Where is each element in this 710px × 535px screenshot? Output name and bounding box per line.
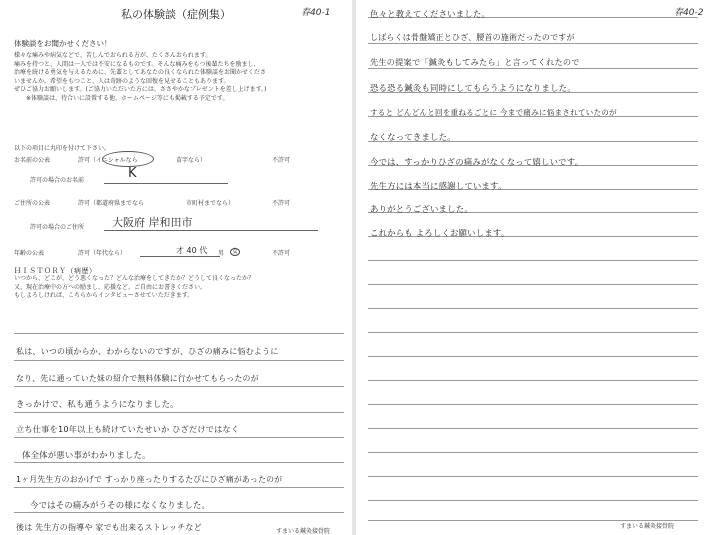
name-allow-surname-option[interactable]: 苗字なら） (176, 157, 207, 164)
handwritten-line: 先生の提案で「鍼灸もしてみたら」と言ってくれたので (370, 57, 580, 67)
handwritten-line: 後は 先生方の指導や 家でも出来るストレッチなど (16, 523, 202, 532)
name-sub-label: 許可の場合のお名前 (30, 177, 85, 184)
age-allow-option[interactable]: 許可（年代なら） (78, 250, 127, 257)
handwritten-line: なくなってきました。 (370, 132, 456, 142)
gender-female-circled: 女 (232, 248, 239, 255)
page-number: 春40-2 (674, 8, 704, 18)
intro-note: ※体験談は、待合いに設置する他、ホームページ等にも掲載する予定です。 (26, 94, 229, 102)
name-deny-option[interactable]: 不許可 (272, 157, 291, 164)
age-value: 才 40 代 (176, 246, 208, 255)
handwritten-line: しばらくは骨盤矯正とひざ、腰首の施術だったのですが (370, 33, 575, 42)
history-line: いつから、どこが、どう悪くなった？どんな治療をしてきたか？どうして良くなったか？ (14, 275, 255, 282)
handwritten-line: 今ではその痛みがうその様になくなりました。 (30, 500, 211, 510)
name-value: K (128, 166, 137, 181)
ruled-line (368, 308, 698, 309)
intro-line: いませんか。希望をもつこと、人は奇跡のような回復を見せることもあります。 (14, 77, 230, 85)
ruled-line (368, 500, 698, 501)
history-line: 又、現在治療中の方への励まし、応援など、ご自由にお書きください。 (14, 283, 207, 291)
history-heading: ＨＩＳＴＯＲＹ（病歴） (14, 267, 97, 275)
handwritten-line: 1ヶ月先生方のおかげで すっかり座ったりするたびにひざ痛があったのが (16, 475, 283, 484)
address-deny-option[interactable]: 不許可 (272, 200, 291, 207)
clinic-name: すまいる鍼灸接骨院 (276, 528, 331, 535)
history-line: もしよろしければ、こちらからインタビューさせていただきます。 (14, 292, 194, 300)
handwritten-line: 体全体が悪い事がわかりました。 (22, 450, 151, 460)
clinic-name: すまいる鍼灸接骨院 (620, 523, 675, 530)
ruled-line (368, 356, 698, 357)
name-disclosure-label: お名前の公表 (14, 157, 51, 164)
handwritten-line: 恐る恐る鍼灸も同時にしてもらうようになりました。 (370, 83, 576, 93)
age-deny-option[interactable]: 不許可 (272, 250, 291, 257)
ruled-line (368, 260, 698, 261)
page-number: 春40-1 (301, 8, 331, 18)
handwritten-line: 色々と教えてくださいました。 (370, 9, 491, 19)
handwritten-line: 先生方には本当に感謝しています。 (370, 181, 507, 191)
checklist-intro: 以下の項目に丸印を付けて下さい。 (14, 145, 111, 152)
handwritten-line: 立ち仕事を10年以上も続けていたせいか ひざだけではなく (16, 424, 240, 434)
age-disclosure-label: 年齢の公表 (14, 250, 45, 257)
handwritten-line: これからも よろしくお願いします。 (370, 228, 510, 238)
ruled-line (368, 380, 698, 381)
ruled-line (368, 476, 698, 477)
page-title: 私の体験談（症例集） (121, 8, 231, 21)
handwritten-line: すると どんどんと回を重ねるごとに 今まで痛みに悩まされていたのが (370, 108, 617, 117)
handwritten-line: なり、先に通っていた妹の紹介で無料体験に行かせてもらったのが (16, 374, 259, 383)
ruled-line (368, 332, 698, 333)
intro-line: 痛みを持つと、人間は一人では不安になるものです。そんな痛みをもつ後輩たちを励まし、 (14, 60, 260, 68)
handwritten-line: ありがとうございました。 (370, 204, 473, 214)
intro-line: 様々な痛みや病気などで、苦しんでおられる方が、たくさんおられます。 (14, 52, 212, 59)
address-disclosure-label: ご住所の公表 (14, 200, 51, 207)
request-heading: 体験談をお聞かせください！ (14, 39, 112, 48)
address-sub-label: 許可の場合のご住所 (30, 224, 85, 231)
ruled-line (368, 284, 698, 285)
name-allow-initial-option[interactable]: 許可（イニシャルなら (78, 157, 138, 164)
ruled-line (368, 43, 698, 44)
intro-line: ぜひご協力お願いします。(ご協力いただいた方には、ささやかなプレゼントを差し上げます。) (14, 86, 267, 94)
address-allow-prefecture-option[interactable]: 許可（都道府県までなら (78, 200, 145, 207)
intro-line: 治療を続ける勇気を与えるために、先輩としてあなたの良くなられた体験談をお聞かせくださ (14, 69, 267, 77)
address-value: 大阪府 岸和田市 (112, 216, 193, 229)
ruled-line (368, 452, 698, 453)
gender-male-option[interactable]: 男 (218, 250, 225, 257)
address-allow-city-option[interactable]: 市町村までなら） (186, 200, 235, 207)
handwritten-line: 今では、すっかりひざの痛みがなくなって嬉しいです。 (370, 157, 584, 167)
ruled-line (368, 404, 698, 405)
handwritten-line: きっかけで、私も通うようになりました。 (16, 399, 179, 409)
ruled-line (368, 68, 698, 69)
handwritten-line: 私は、いつの頃からか、わからないのですが、ひざの痛みに悩むように (16, 347, 279, 356)
ruled-line (368, 428, 698, 429)
